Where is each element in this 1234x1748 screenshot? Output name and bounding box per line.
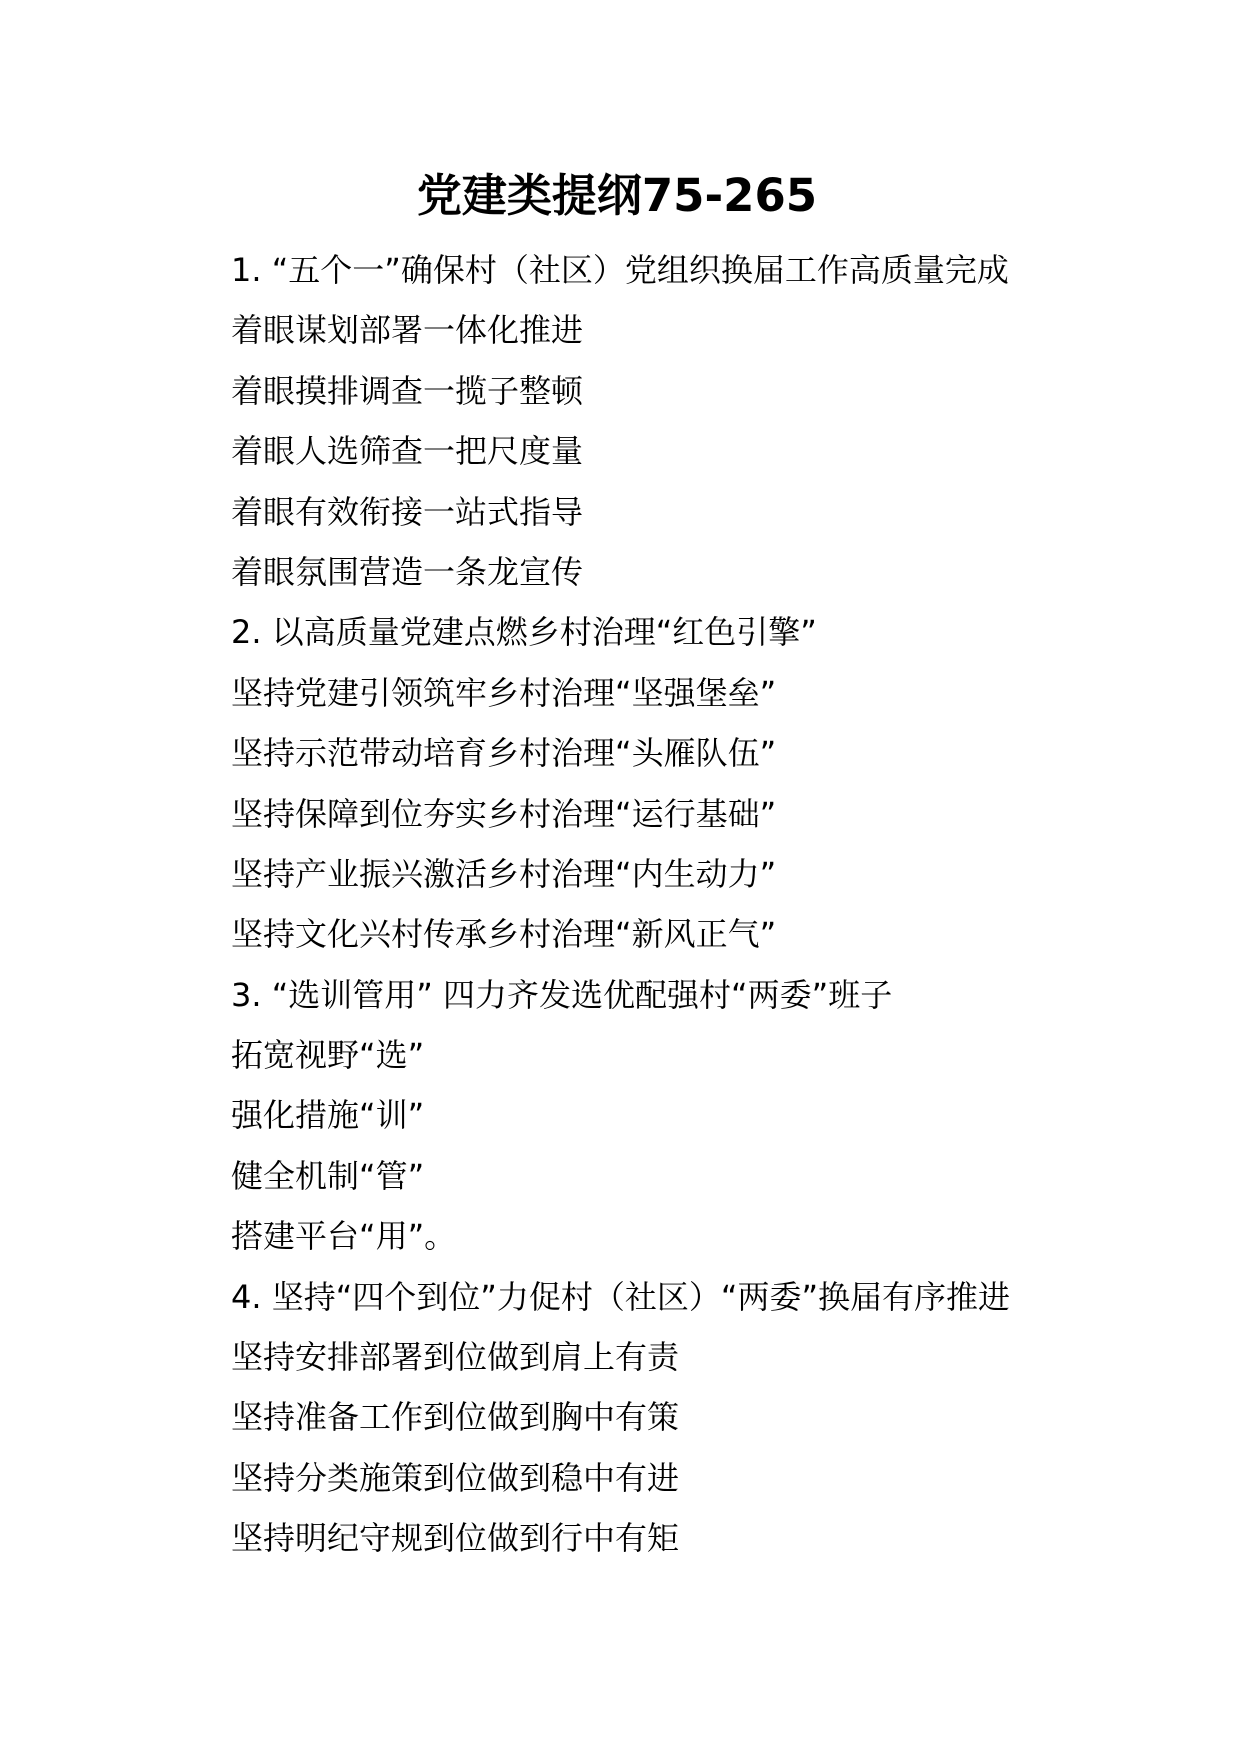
- list-item: 坚持保障到位夯实乡村治理“运行基础”: [231, 794, 777, 833]
- list-item: 坚持产业振兴激活乡村治理“内生动力”: [231, 854, 777, 893]
- list-item: 坚持党建引领筑牢乡村治理“坚强堡垒”: [231, 673, 777, 712]
- list-item: 坚持准备工作到位做到胸中有策: [231, 1398, 680, 1437]
- document-title: 党建类提纲75-265: [416, 169, 818, 222]
- list-item: 着眼氛围营造一条龙宣传: [231, 552, 584, 591]
- list-item: 坚持安排部署到位做到肩上有责: [231, 1338, 680, 1377]
- list-item: 着眼人选筛查一把尺度量: [231, 432, 584, 471]
- list-item: 坚持分类施策到位做到稳中有进: [231, 1458, 680, 1497]
- list-item: 强化措施“训”: [231, 1096, 425, 1135]
- heading-1: 1. “五个一”确保村（社区）党组织换届工作高质量完成: [231, 251, 1009, 289]
- heading-2: 2. 以高质量党建点燃乡村治理“红色引擎”: [231, 613, 817, 652]
- list-item: 拓宽视野“选”: [231, 1036, 425, 1075]
- heading-3: 3. “选训管用” 四力齐发选优配强村“两委”班子: [231, 975, 893, 1014]
- list-item: 着眼摸排调查一揽子整顿: [231, 371, 584, 410]
- list-item: 坚持示范带动培育乡村治理“头雁队伍”: [231, 734, 777, 773]
- list-item: 坚持文化兴村传承乡村治理“新风正气”: [231, 915, 777, 954]
- list-item: 搭建平台“用”。: [231, 1217, 457, 1256]
- list-item: 坚持明纪守规到位做到行中有矩: [231, 1519, 680, 1558]
- heading-4: 4. 坚持“四个到位”力促村（社区）“两委”换届有序推进: [231, 1277, 1011, 1316]
- list-item: 着眼有效衔接一站式指导: [231, 492, 584, 531]
- document-body: [231, 240, 1211, 1569]
- list-item: 健全机制“管”: [231, 1156, 425, 1195]
- list-item: 着眼谋划部署一体化推进: [231, 311, 584, 350]
